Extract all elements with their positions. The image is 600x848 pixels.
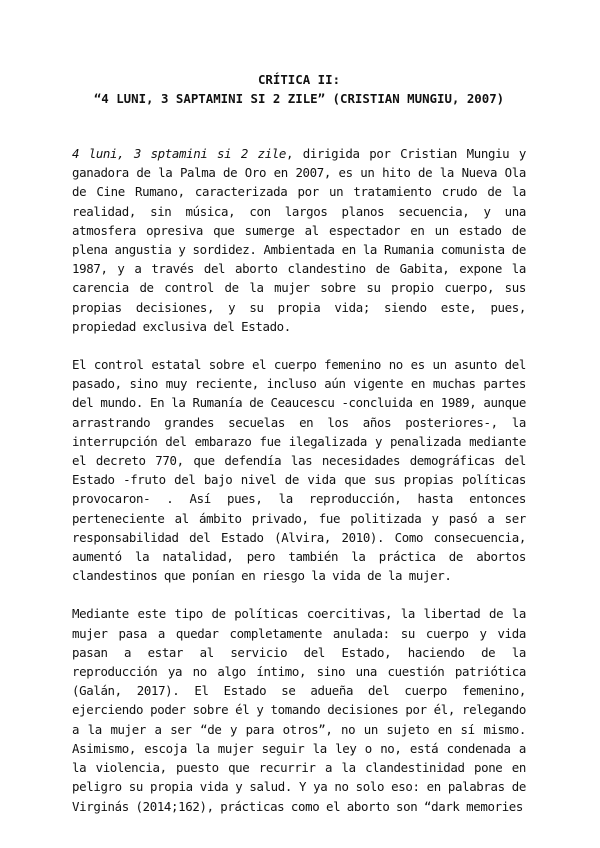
paragraph-2: El control estatal sobre el cuerpo femenino no es un asunto del pasado, sino muy reciente, incluso aún vigente en muchas partes del mundo. En la Rumanía de Ceaucescu -concluida en 1989, aunque arrastrando grandes secuelas en los años posteriores-, la interrupción del embarazo fue ilegalizada y penalizada mediante el decreto 770, que defendía las necesidades demográficas del Estado -fruto del bajo nivel de vida que sus propias políticas provocaron- . Así pues, la reproducción, hasta entonces perteneciente al ámbito privado, fue politizada y pasó a ser responsabilidad del Estado (Alvira, 2010). Como consecuencia, aumentó la natalidad, pero también la práctica de abortos clandestinos que ponían en riesgo la vida de la mujer. [72,357,526,584]
document-title-line-1: CRÍTICA II: [257,72,341,87]
paragraph-3: Mediante este tipo de políticas coercitivas, la libertad de la mujer pasa a quedar completamente anulada: su cuerpo y vida pasan a estar al servicio del Estado, haciendo de la reproducción ya no algo íntimo, sino una cuestión patriótica (Galán, 2017). El Estado se adueña del cuerpo femenino, ejerciendo poder sobre él y tomando decisiones por él, relegando a la mujer a ser “de y para otros”, no un sujeto en sí mismo. Asimismo, escoja la mujer seguir la ley o no, está condenada a la violencia, puesto que recurrir a la clandestinidad pone en peligro su propia vida y salud. Y ya no solo eso: en palabras de Virginás (2014;162), prácticas como el aborto son “dark memories [72,606,526,814]
paragraph-1-text: , dirigida por Cristian Mungiu y ganadora de la Palma de Oro en 2007, es un hito de la Nueva Ola de Cine Rumano, caracterizada por un tratamiento crudo de la realidad, sin música, con largos planos secuencia, y una atmosfera opresiva que sumerge al espectador en un estado de plena angustia y sordidez. Ambientada en la Rumania comunista de 1987, y a través del aborto clandestino de Gabita, expone la carencia de control de la mujer sobre su propio cuerpo, sus propias decisiones, y su propia vida; siendo este, pues, propiedad exclusiva del Estado. [72,146,527,334]
title-spacer [72,108,526,144]
film-title: 4 luni, 3 sptamini si 2 zile [72,146,287,161]
paragraph-1 [72,144,526,336]
document-page [72,70,526,835]
document-title-line-2: “4 LUNI, 3 SAPTAMINI SI 2 ZILE” (CRISTIAN MUNGIU, 2007) [93,91,505,106]
